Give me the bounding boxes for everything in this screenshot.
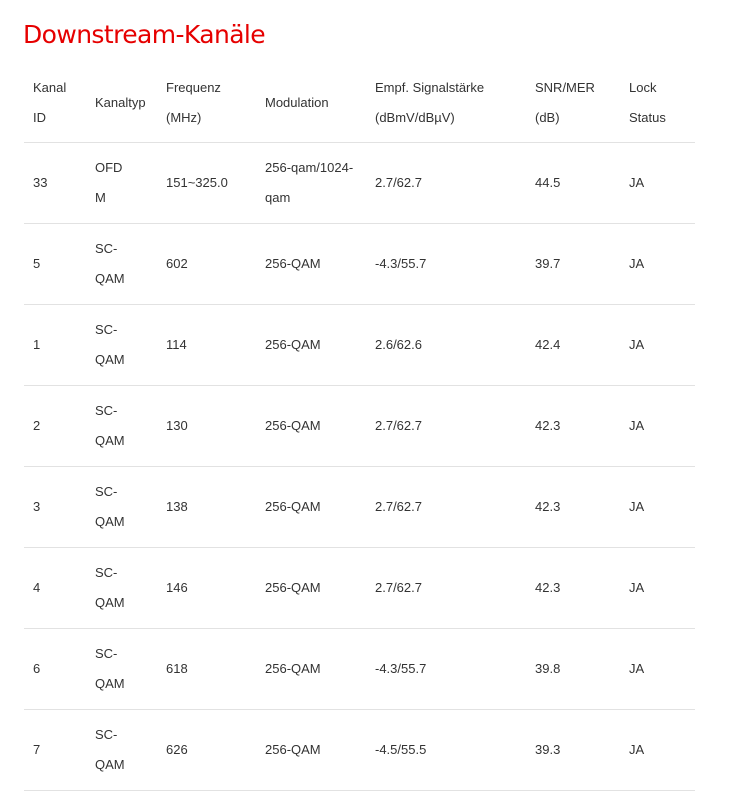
table-row [24,143,695,224]
frequency-value: 114 [166,337,187,352]
table-body [24,143,695,791]
cell-channel-id [24,386,86,467]
header-modulation-label: Modulation [265,95,329,110]
cell-lock [620,629,695,710]
cell-snr [526,305,620,386]
cell-channel-id [24,629,86,710]
table-row [24,224,695,305]
cell-channel-id [24,710,86,791]
cell-snr [526,143,620,224]
modulation-value: 256-QAM [265,661,321,676]
cell-power [366,629,526,710]
power-value: -4.3/55.7 [375,256,427,271]
header-snr-label: SNR/MER (dB) [535,80,595,125]
cell-power [366,710,526,791]
cell-frequency [157,143,256,224]
lock-status-value: JA [629,742,645,757]
channel-id-value: 3 [33,499,41,514]
cell-power [366,143,526,224]
frequency-value: 626 [166,742,188,757]
header-channel-id-label: Kanal ID [33,80,67,125]
channel-id-value: 1 [33,337,41,352]
lock-status-value: JA [629,499,645,514]
frequency-value: 151~325.0 [166,175,228,190]
lock-status-value: JA [629,337,645,352]
header-frequency-label: Frequenz (MHz) [166,80,221,125]
cell-channel-type [86,386,157,467]
modulation-value: 256-qam/1024-qam [265,160,354,205]
channel-id-value: 33 [33,175,48,190]
channel-type-value: OFDM [95,160,123,205]
cell-snr [526,629,620,710]
frequency-value: 138 [166,499,188,514]
cell-modulation [256,305,366,386]
modulation-value: 256-QAM [265,256,321,271]
channel-id-value: 5 [33,256,41,271]
header-channel-id [24,64,86,143]
channel-type-value: SC-QAM [95,565,125,610]
frequency-value: 618 [166,661,188,676]
table-header [24,64,695,143]
power-value: 2.7/62.7 [375,175,422,190]
cell-lock [620,548,695,629]
snr-value: 42.4 [535,337,561,352]
lock-status-value: JA [629,256,645,271]
cell-modulation [256,629,366,710]
channel-type-value: SC-QAM [95,727,125,772]
power-value: 2.7/62.7 [375,418,422,433]
channel-type-value: SC-QAM [95,241,125,286]
lock-status-value: JA [629,580,645,595]
cell-modulation [256,224,366,305]
snr-value: 42.3 [535,580,561,595]
cell-modulation [256,143,366,224]
table-row [24,467,695,548]
cell-power [366,224,526,305]
modulation-value: 256-QAM [265,742,321,757]
header-frequency [157,64,256,143]
channel-type-value: SC-QAM [95,484,125,529]
cell-power [366,305,526,386]
downstream-channels-table [24,64,695,791]
cell-channel-id [24,143,86,224]
cell-snr [526,548,620,629]
channel-id-value: 7 [33,742,41,757]
table-row [24,386,695,467]
cell-lock [620,224,695,305]
table-row [24,629,695,710]
cell-channel-id [24,305,86,386]
header-lock-label: Lock Status [629,80,666,125]
cell-modulation [256,467,366,548]
cell-lock [620,467,695,548]
channel-type-value: SC-QAM [95,646,125,691]
cell-lock [620,143,695,224]
cell-frequency [157,710,256,791]
snr-value: 44.5 [535,175,561,190]
header-modulation [256,64,366,143]
cell-power [366,467,526,548]
table-row [24,305,695,386]
cell-channel-type [86,548,157,629]
power-value: 2.6/62.6 [375,337,422,352]
cell-frequency [157,629,256,710]
modulation-value: 256-QAM [265,337,321,352]
cell-lock [620,305,695,386]
header-power-label: Empf. Signalstärke (dBmV/dBµV) [375,80,485,125]
cell-frequency [157,467,256,548]
cell-power [366,548,526,629]
snr-value: 42.3 [535,499,561,514]
cell-modulation [256,548,366,629]
cell-channel-id [24,548,86,629]
cell-frequency [157,224,256,305]
frequency-value: 130 [166,418,188,433]
cell-frequency [157,305,256,386]
power-value: -4.3/55.7 [375,661,427,676]
modulation-value: 256-QAM [265,580,321,595]
power-value: 2.7/62.7 [375,580,422,595]
header-channel-type [86,64,157,143]
cell-frequency [157,548,256,629]
snr-value: 39.7 [535,256,561,271]
cell-modulation [256,386,366,467]
cell-snr [526,224,620,305]
channel-id-value: 2 [33,418,41,433]
table-row [24,710,695,791]
cell-channel-type [86,305,157,386]
table-row [24,548,695,629]
lock-status-value: JA [629,661,645,676]
lock-status-value: JA [629,175,645,190]
snr-value: 39.8 [535,661,561,676]
frequency-value: 146 [166,580,188,595]
modulation-value: 256-QAM [265,499,321,514]
header-channel-type-label: Kanaltyp [95,95,146,110]
cell-modulation [256,710,366,791]
lock-status-value: JA [629,418,645,433]
cell-channel-type [86,467,157,548]
cell-snr [526,386,620,467]
cell-lock [620,710,695,791]
cell-channel-type [86,629,157,710]
cell-channel-type [86,143,157,224]
channel-type-value: SC-QAM [95,403,125,448]
power-value: -4.5/55.5 [375,742,427,757]
power-value: 2.7/62.7 [375,499,422,514]
cell-snr [526,467,620,548]
cell-channel-id [24,467,86,548]
snr-value: 42.3 [535,418,561,433]
cell-channel-type [86,710,157,791]
cell-channel-id [24,224,86,305]
channel-id-value: 6 [33,661,41,676]
modulation-value: 256-QAM [265,418,321,433]
page-title: Downstream-Kanäle [23,20,266,49]
cell-snr [526,710,620,791]
cell-lock [620,386,695,467]
channel-id-value: 4 [33,580,41,595]
snr-value: 39.3 [535,742,561,757]
header-snr [526,64,620,143]
cell-power [366,386,526,467]
header-row [24,64,695,143]
cell-frequency [157,386,256,467]
channel-type-value: SC-QAM [95,322,125,367]
header-power [366,64,526,143]
cell-channel-type [86,224,157,305]
frequency-value: 602 [166,256,188,271]
header-lock [620,64,695,143]
